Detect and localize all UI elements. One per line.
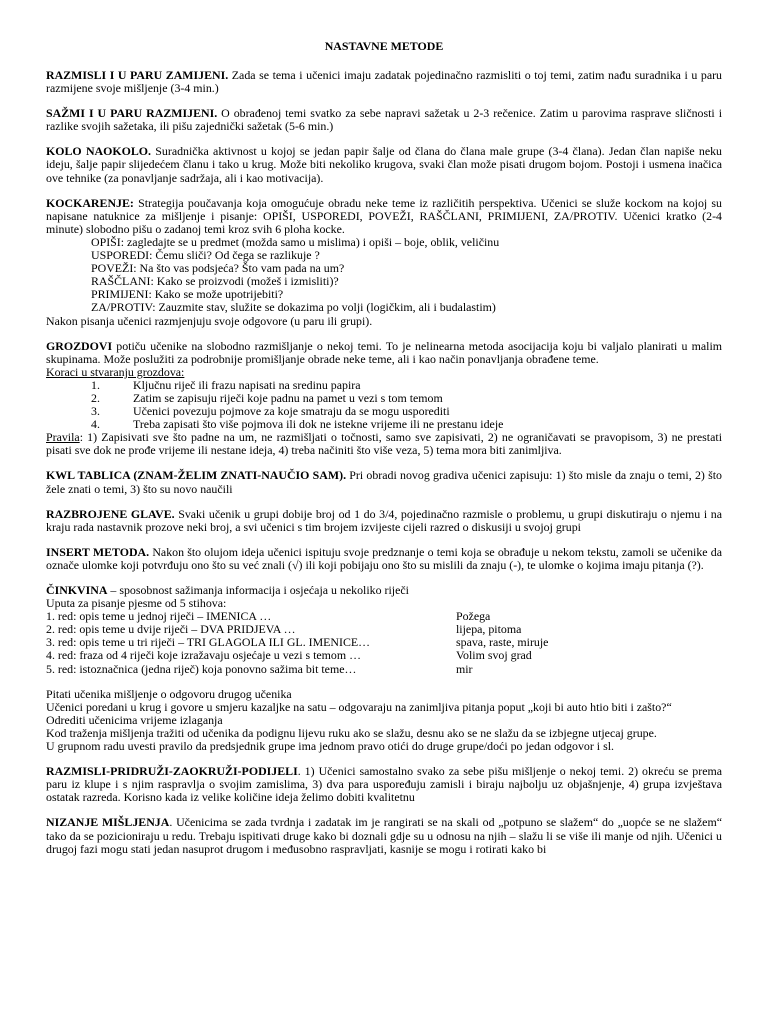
section-heading: SAŽMI I U PARU RAZMIJENI.	[46, 106, 218, 121]
section-heading: NIZANJE MIŠLJENJA	[46, 815, 170, 830]
section-text: – sposobnost sažimanja informacija i osjećaja u nekoliko riječi	[107, 583, 409, 597]
poem-rule: 2. red: opis teme u dvije riječi – DVA PRIDJEVA …	[46, 622, 296, 637]
section-text: Strategija poučavanja koja omogućuje obradu neke teme iz različitih perspektiva. Učenici se služe kockom na kojoj su napisane natuknice za mišljenje i pisanje: OPIŠI, USPOREDI, POVEŽI, RAŠČLANI, PRIMIJENI, ZA/PROTIV. Učenici kratko (2-4 minute) slobodno pišu o zadanoj temi kroz svih 6 ploha kocke.	[46, 195, 722, 236]
section-razmisli-u-paru	[46, 69, 722, 95]
section-heading: INSERT METODA.	[46, 544, 150, 559]
tip-line: Kod traženja mišljenja tražiti od učenika da podignu lijevu ruku ako se slažu, desnu ako se ne slažu da se izbjegne utjecaj grupe.	[46, 725, 657, 740]
section-kockarenje	[46, 197, 722, 328]
section-heading: RAZBROJENE GLAVE.	[46, 506, 175, 521]
poem-rule: 5. red: istoznačnica (jedna riječ) koja ponovno sažima bit teme…	[46, 661, 357, 676]
section-text: Pri obradi novog gradiva učenici zapisuju: 1) što misle da znaju o temi, 2) što žele znati o temi, 3) što su novo naučili	[46, 468, 722, 496]
steps-label: Koraci u stvaranju grozdova:	[46, 364, 185, 379]
section-heading: GROZDOVI	[46, 338, 113, 353]
section-heading: KWL TABLICA (ZNAM-ŽELIM ZNATI-NAUČIO SAM).	[46, 468, 347, 483]
poem-table	[46, 610, 722, 675]
rules-paragraph	[46, 431, 722, 457]
steps-list	[46, 379, 722, 431]
list-item: PRIMIJENI: Kako se može upotrijebiti?	[91, 287, 284, 302]
section-heading: RAZMISLI-PRIDRUŽI-ZAOKRUŽI-PODIJELI	[46, 764, 298, 779]
section-grozdovi	[46, 340, 722, 458]
section-heading: KOLO NAOKOLO.	[46, 144, 152, 159]
list-item	[46, 379, 722, 392]
section-text: . 1) Učenici samostalno svako za sebe pišu mišljenje o nekoj temi. 2) okreću se prema paru iz klupe i s njim raspravlja o svojim zamislima, 3) dva para uspoređuju zamisli i biraju najbolju uz objašnjenje, 4) grupa izvještava ostatak razreda. Korisno kada iz velike količine ideja želimo dobiti kvalitetnu	[46, 764, 722, 805]
rules-text: : 1) Zapisivati sve što padne na um, ne razmišljati o točnosti, samo sve zapisivati, 2) ne ograničavati se pravopisom, 3) ne prestati pisati sve dok ne prođe vrijeme ili nestane ideja, 4) treba načiniti što više veza, 5) tema mora biti zanimljiva.	[46, 430, 722, 458]
rules-label: Pravila	[46, 430, 80, 445]
section-sazmi-u-paru	[46, 107, 722, 133]
tip-line: Odrediti učenicima vrijeme izlaganja	[46, 712, 223, 727]
document-body	[46, 40, 722, 856]
list-number: 3.	[91, 404, 100, 419]
list-item: ZA/PROTIV: Zauzmite stav, služite se dokazima po volji (logičkim, ali i budalastim)	[91, 300, 496, 315]
list-item: POVEŽI: Na što vas podsjeća? Što vam pada na um?	[91, 261, 345, 276]
section-kwl-tablica	[46, 469, 722, 495]
poem-rule: 4. red: fraza od 4 riječi koje izražavaju osjećaje u vezi s temom …	[46, 648, 361, 663]
section-text: Svaki učenik u grupi dobije broj od 1 do 3/4, pojedinačno razmisle o problemu, u grupi diskutiraju o njemu i na kraju rada nastavnik prozove neki broj, a svi učenici s tim brojem izvijeste cijeli razred o diskusiji u svojoj grupi	[46, 506, 722, 534]
list-number: 2.	[91, 390, 100, 405]
section-razbrojene-glave	[46, 508, 722, 534]
poem-example: spava, raste, miruje	[456, 635, 549, 650]
section-paragraph	[46, 197, 722, 236]
list-number: 1.	[91, 377, 100, 392]
list-text: Učenici povezuju pojmove za koje smatraju da se mogu usporediti	[133, 404, 450, 419]
poem-example: lijepa, pitoma	[456, 622, 522, 637]
section-text: Zada se tema i učenici imaju zadatak pojedinačno razmisliti o toj temi, zatim nađu suradnika i u paru razmijene svoje mišljenje (3-4 min.)	[46, 68, 722, 96]
section-text: potiču učenike na slobodno razmišljanje o nekoj temi. To je nelinearna metoda asocijacija koju bi valjalo planirati u malim skupinama. Može poslužiti za podrobnije promišljanje obrade neke teme, ali i kao način ponavljanja obrađene teme.	[46, 338, 722, 366]
section-misc-tips	[46, 688, 722, 753]
section-kolo-naokolo	[46, 145, 722, 184]
tip-line: U grupnom radu uvesti pravilo da predsjednik grupe ima jednom pravo otići do druge grupe/doći po jedan odgovor i sl.	[46, 739, 614, 754]
document-title: NASTAVNE METODE	[324, 39, 444, 53]
tip-line: Učenici poredani u krug i govore u smjeru kazaljke na satu – odgovaraju na zanimljiva pitanja poput „koji bi auto htio biti i zašto?“	[46, 699, 672, 714]
section-heading: KOCKARENJE:	[46, 195, 134, 210]
section-heading: RAZMISLI I U PARU ZAMIJENI.	[46, 68, 229, 82]
section-cinkvina	[46, 584, 722, 676]
section-paragraph	[46, 340, 722, 366]
poem-rule: 1. red: opis teme u jednoj riječi – IMENICA …	[46, 609, 272, 624]
section-text: Nakon što olujom ideja učenici ispituju svoje predznanje o temi koja se obrađuje u nekom tekstu, zamoli se učenike da označe ulomke koji potvrđuju ono što su već znali (√) ili koji pobijaju ono što su mislili da znaju (-), te ulomke o kojima imaju pitanja (?).	[46, 544, 722, 572]
poem-example: Volim svoj grad	[456, 648, 532, 663]
list-number: 4.	[91, 417, 100, 432]
section-text: Suradnička aktivnost u kojoj se jedan papir šalje od člana do člana male grupe (3-4 člana). Jedan član napiše neku ideju, šalje papir slijedećem članu i tako u krug. Može biti nekoliko krugova, svaki član može pisati drugom bojom. Postoji i usmena inačica ove tehnike (za ponavljanje sadržaja, ali i kao motivacija).	[46, 144, 723, 185]
poem-example: Požega	[456, 609, 491, 624]
section-nizanje-misljenja	[46, 816, 722, 855]
list-text: Treba zapisati što više pojmova ili dok ne istekne vrijeme ili ne prestanu ideje	[133, 417, 504, 432]
list-text: Zatim se zapisuju riječi koje padnu na pamet u vezi s tom temom	[133, 390, 443, 405]
list-text: Ključnu riječ ili frazu napisati na sredinu papira	[133, 377, 361, 392]
section-insert-metoda	[46, 546, 722, 572]
list-item: OPIŠI: zagledajte se u predmet (možda samo u mislima) i opiši – boje, oblik, veličinu	[91, 234, 500, 249]
section-heading: ČINKVINA	[46, 583, 108, 597]
poem-rule: 3. red: opis teme u tri riječi – TRI GLAGOLA ILI GL. IMENICE…	[46, 635, 371, 650]
poem-example: mir	[456, 661, 473, 676]
list-item: USPOREDI: Čemu sliči? Od čega se razlikuje ?	[91, 248, 320, 263]
section-text: Nakon pisanja učenici razmjenjuju svoje odgovore (u paru ili grupi).	[46, 313, 373, 328]
list-item: RAŠČLANI: Kako se proizvodi (možeš i izmisliti)?	[91, 274, 339, 289]
section-razmisli-pridruzi	[46, 765, 722, 804]
section-text: O obrađenoj temi svatko za sebe napravi sažetak u 2-3 rečenice. Zatim u parovima rasprave sličnosti i razlike svojih sažetaka, ili pišu zajednički sažetak (5-6 min.)	[46, 106, 722, 134]
section-text: . Učenicima se zada tvrdnja i zadatak im je rangirati se na skali od „potpuno se slažem“ do „uopće se ne slažem“ tako da se pozicioniraju u redu. Trebaju ispitivati druge kako bi doznali gdje su u odnosu na njih – slažu li se više ili manje od njih. Učenici u drugoj fazi mogu stati jedan nasuprot drugom i međusobno raspravljati, kasnije se mogu i rotirati kako bi	[46, 815, 722, 856]
cube-sides-list	[46, 236, 722, 315]
tip-line: Pitati učenika mišljenje o odgovoru drugog učenika	[46, 686, 292, 701]
poem-intro: Uputa za pisanje pjesme od 5 stihova:	[46, 596, 227, 611]
